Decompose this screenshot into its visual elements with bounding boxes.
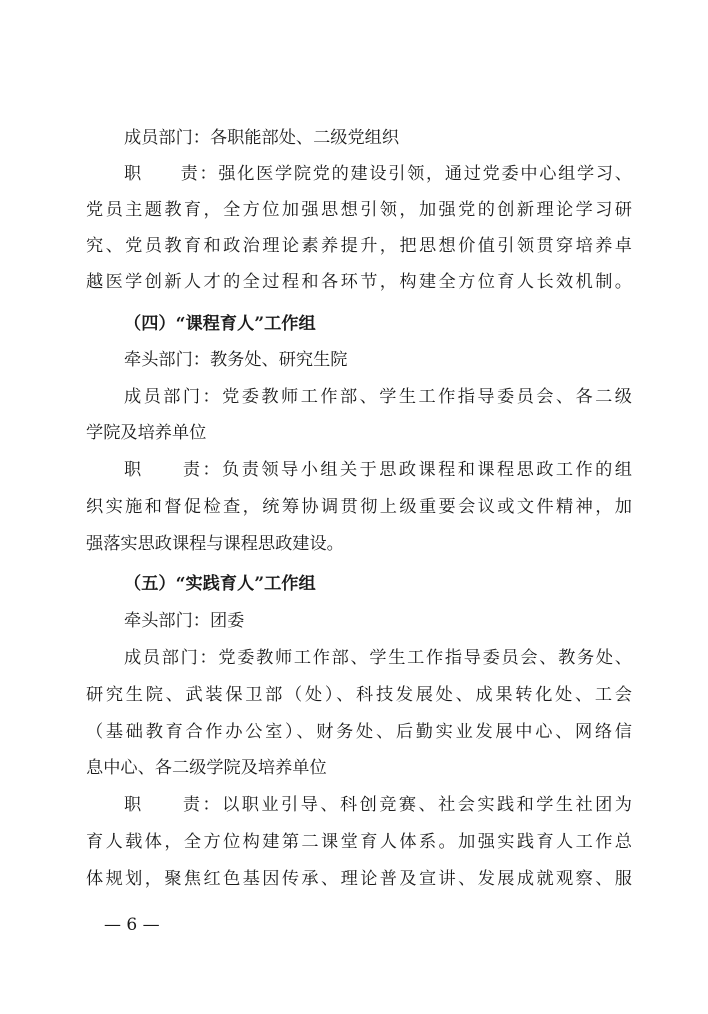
text-line: 强落实思政课程与课程思政建设。 — [86, 534, 344, 554]
text-line: 成员部门：党委教师工作部、学生工作指导委员会、教务处、 — [124, 648, 632, 668]
text-line: 越医学创新人才的全过程和各环节，构建全方位育人长效机制。 — [86, 272, 632, 292]
section-heading: （四）“课程育人”工作组 — [124, 314, 316, 334]
text-line: 牵头部门：团委 — [124, 611, 245, 631]
text-line: 学院及培养单位 — [86, 423, 207, 443]
text-line: 党员主题教育，全方位加强思想引领，加强党的创新理论学习研 — [86, 200, 632, 220]
text-line: 体规划，聚焦红色基因传承、理论普及宣讲、发展成就观察、服 — [86, 869, 632, 889]
section-heading: （五）“实践育人”工作组 — [124, 574, 316, 594]
text-line: 成员部门：党委教师工作部、学生工作指导委员会、各二级 — [124, 387, 632, 407]
page-number: — 6 — — [104, 915, 160, 935]
text-line: 成员部门：各职能部处、二级党组织 — [124, 128, 400, 148]
text-line: （基础教育合作办公室）、财务处、后勤实业发展中心、网络信 — [86, 722, 632, 742]
text-line: 牵头部门：教务处、研究生院 — [124, 350, 348, 370]
text-line: 职 责：强化医学院党的建设引领，通过党委中心组学习、 — [124, 164, 632, 184]
text-line: 息中心、各二级学院及培养单位 — [86, 758, 327, 778]
text-line: 职 责：负责领导小组关于思政课程和课程思政工作的组 — [124, 460, 632, 480]
text-line: 育人载体，全方位构建第二课堂育人体系。加强实践育人工作总 — [86, 832, 632, 852]
text-line: 究、党员教育和政治理论素养提升，把思想价值引领贯穿培养卓 — [86, 236, 632, 256]
text-line: 研究生院、武装保卫部（处）、科技发展处、成果转化处、工会 — [86, 685, 632, 705]
text-line: 职 责：以职业引导、科创竞赛、社会实践和学生社团为 — [124, 795, 632, 815]
text-line: 织实施和督促检查，统筹协调贯彻上级重要会议或文件精神，加 — [86, 497, 632, 517]
